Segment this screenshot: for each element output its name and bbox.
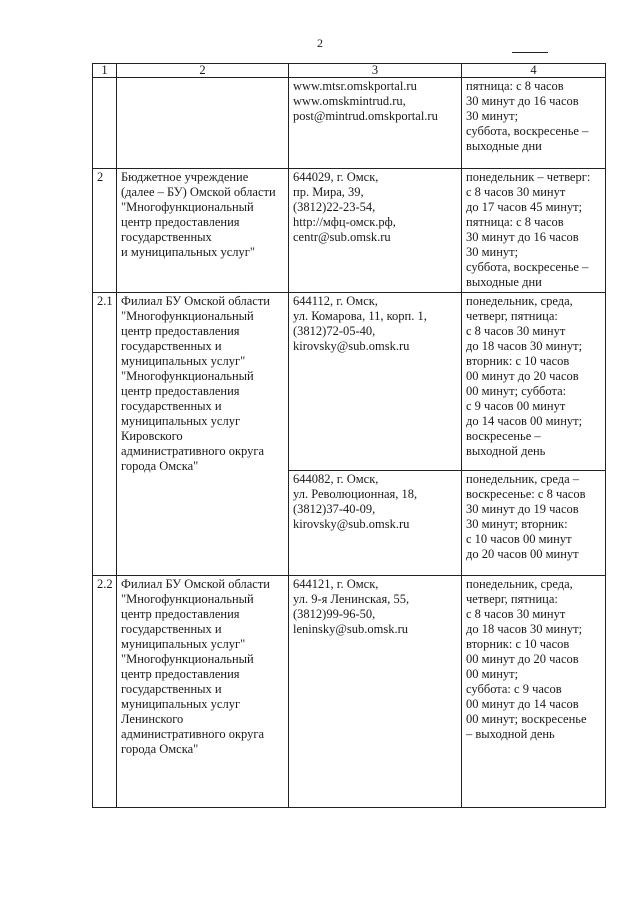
table-header-row [93,64,606,78]
header-col-2: 2 [117,64,289,78]
contacts-cell: 644082, г. Омск, ул. Революционная, 18, (3812)37-40-09, kirovsky@sub.omsk.ru [289,471,462,576]
contacts-cell: 644112, г. Омск, ул. Комарова, 11, корп. 1, (3812)72-05-40, kirovsky@sub.omsk.ru [289,293,462,471]
organization-name: Бюджетное учреждение (далее – БУ) Омской области "Многофункциональный центр предоставления государственных и муниципальных услуг" [117,169,289,293]
table-row [93,293,606,471]
header-col-3: 3 [289,64,462,78]
row-number [93,78,117,169]
organization-name: Филиал БУ Омской области "Многофункциональный центр предоставления государственных и муниципальных услуг" "Многофункциональный центр предоставления государственных и муниципальных услуг Ленинского административного округа города Омска" [117,576,289,808]
hours-cell: пятница: с 8 часов 30 минут до 16 часов 30 минут; суббота, воскресенье – выходные дни [462,78,606,169]
mfc-table [92,63,606,808]
row-number: 2.2 [93,576,117,808]
table-row [93,78,606,169]
hours-cell: понедельник, среда, четверг, пятница: с 8 часов 30 минут до 18 часов 30 минут; вторник: с 10 часов 00 минут до 20 часов 00 минут; суббота: с 9 часов 00 минут до 14 часов 00 минут; воскресенье – выходной день [462,576,606,808]
row-number: 2 [93,169,117,293]
row-number: 2.1 [93,293,117,576]
contacts-cell: www.mtsr.omskportal.ru www.omskmintrud.ru, post@mintrud.omskportal.ru [289,78,462,169]
contacts-cell: 644029, г. Омск, пр. Мира, 39, (3812)22-23-54, http://мфц-омск.рф, centr@sub.omsk.ru [289,169,462,293]
header-col-4: 4 [462,64,606,78]
header-rule [512,52,548,53]
organization-name: Филиал БУ Омской области "Многофункциональный центр предоставления государственных и муниципальных услуг" "Многофункциональный центр предоставления государственных и муниципальных услуг Кировского административного округа города Омска" [117,293,289,576]
table-row [93,169,606,293]
header-col-1: 1 [93,64,117,78]
hours-cell: понедельник, среда, четверг, пятница: с 8 часов 30 минут до 18 часов 30 минут; вторник: с 10 часов 00 минут до 20 часов 00 минут; суббота: с 9 часов 00 минут до 14 часов 00 минут; воскресенье – выходной день [462,293,606,471]
hours-cell: понедельник, среда – воскресенье: с 8 часов 30 минут до 19 часов 30 минут; вторник: с 10 часов 00 минут до 20 часов 00 минут [462,471,606,576]
organization-name [117,78,289,169]
hours-cell: понедельник – четверг: с 8 часов 30 минут до 17 часов 45 минут; пятница: с 8 часов 30 минут до 16 часов 30 минут; суббота, воскресенье – выходные дни [462,169,606,293]
table-row [93,576,606,808]
contacts-cell: 644121, г. Омск, ул. 9-я Ленинская, 55, (3812)99-96-50, leninsky@sub.omsk.ru [289,576,462,808]
page-number: 2 [317,36,323,50]
